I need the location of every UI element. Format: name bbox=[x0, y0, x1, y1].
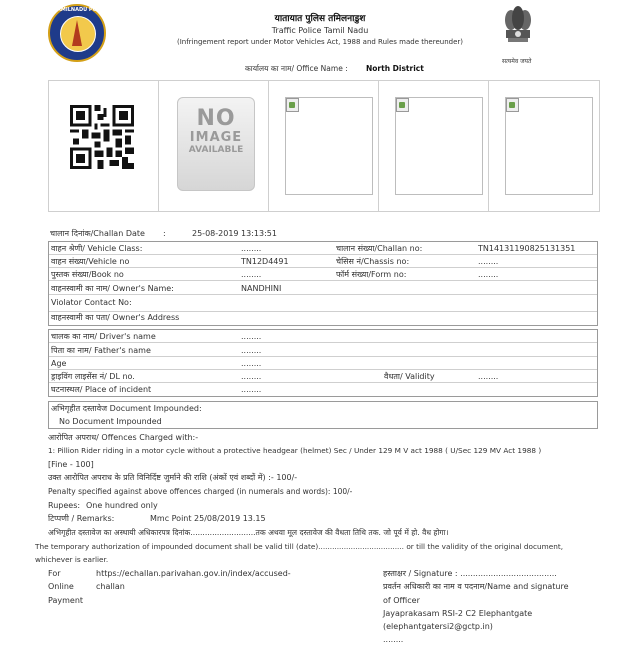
vehicle-class-value: ........ bbox=[241, 244, 262, 253]
incident-place-value: ........ bbox=[241, 385, 262, 394]
owner-name-value: NANDHINI bbox=[241, 284, 282, 293]
office-value: North District bbox=[366, 64, 424, 73]
authorization-hindi: अभिगृहीत दस्तावेज का अस्थायी अधिकारपत्र दिनांक...........................तक अथवा मूल दस्तावेज की वैधता तिथि तक. जो पूर्व में हो. वैध होगा। bbox=[48, 528, 449, 537]
owner-name-label: वाहनस्वामी का नाम/ Owner's Name: bbox=[51, 284, 174, 293]
form-no-value: ........ bbox=[478, 270, 499, 279]
officer-label-2: of Officer bbox=[383, 596, 420, 605]
no-image-line3: AVAILABLE bbox=[188, 145, 244, 155]
authorization-en-2: whichever is earlier. bbox=[35, 555, 109, 564]
photo-box-2 bbox=[378, 80, 490, 212]
challan-date-label: चालान दिनांक/Challan Date bbox=[50, 229, 145, 238]
officer-dots: ........ bbox=[383, 635, 404, 644]
violator-contact-label: Violator Contact No: bbox=[51, 298, 132, 307]
vehicle-class-label: वाहन श्रेणी/ Vehicle Class: bbox=[51, 244, 143, 253]
broken-image-icon bbox=[286, 98, 299, 112]
header-subtitle: (Infringement report under Motor Vehicles Act, 1988 and Rules made thereunder) bbox=[176, 38, 463, 46]
rupees-label: Rupees: bbox=[48, 501, 81, 510]
book-no-label: पुस्तक संख्या/Book no bbox=[51, 270, 124, 279]
penalty-hindi: उक्त आरोपित अपराध के प्रति विनिर्दिष्ट जुर्माने की राशि (अंकों एवं शब्दों में) :- 100/- bbox=[48, 473, 298, 482]
chassis-value: ........ bbox=[478, 257, 499, 266]
tn-logo-text: TAMILNADU POLICE bbox=[54, 7, 109, 13]
age-label: Age bbox=[51, 359, 67, 368]
photo-box-1 bbox=[268, 80, 380, 212]
impounded-value: No Document Impounded bbox=[59, 417, 162, 426]
dl-no-value: ........ bbox=[241, 372, 262, 381]
validity-label: वैधता/ Validity bbox=[384, 372, 435, 381]
challan-no-value: TN14131190825131351 bbox=[478, 244, 576, 253]
remarks-value: Mmc Point 25/08/2019 13.15 bbox=[150, 514, 266, 523]
remarks-label: टिप्पणी / Remarks: bbox=[48, 514, 115, 523]
penalty-en: Penalty specified against above offences charged (in numerals and words): 100/- bbox=[48, 487, 353, 496]
office-label: कार्यालय का नाम/ Office Name : bbox=[245, 64, 348, 73]
for-label: For bbox=[48, 569, 61, 578]
chassis-label: चेसिस नं/Chassis no: bbox=[336, 257, 410, 266]
vehicle-no-label: वाहन संख्या/Vehicle no bbox=[51, 257, 130, 266]
payment-label: Payment bbox=[48, 596, 84, 605]
emblem-caption: सत्यमेव जयते bbox=[502, 58, 532, 65]
owner-address-label: वाहनस्वामी का पता/ Owner's Address bbox=[51, 313, 180, 322]
online-label: Online bbox=[48, 582, 74, 591]
driver-name-value: ........ bbox=[241, 332, 262, 341]
header-title-hindi: यातायात पुलिस तमिलनाडुश bbox=[274, 14, 366, 24]
offence-line-1: 1: Pillion Rider riding in a motor cycle without a protective headgear (helmet) Sec / Under 129 M V act 1988 ( U/Sec 129 MV Act 1988 ) bbox=[48, 446, 542, 455]
father-name-label: पिता का नाम/ Father's name bbox=[51, 346, 151, 355]
no-image-line2: IMAGE bbox=[189, 130, 243, 145]
validity-value: ........ bbox=[478, 372, 499, 381]
officer-label: प्रवर्तन अधिकारी का नाम व पदनाम/Name and signature bbox=[383, 582, 569, 591]
form-no-label: फॉर्म संख्या/Form no: bbox=[336, 270, 407, 279]
payment-url-cont[interactable]: challan bbox=[96, 582, 125, 591]
signature-label: हस्ताक्षर / Signature : ...................................... bbox=[383, 569, 557, 578]
broken-image-icon bbox=[506, 98, 519, 112]
photo-box-3 bbox=[488, 80, 600, 212]
challan-date-sep: : bbox=[163, 229, 166, 238]
qr-code-icon bbox=[70, 105, 134, 169]
offences-label: आरोपित अपराध/ Offences Charged with:- bbox=[48, 433, 199, 442]
driver-name-label: चालक का नाम/ Driver's name bbox=[51, 332, 156, 341]
payment-url[interactable]: https://echallan.parivahan.gov.in/index/accused- bbox=[96, 569, 291, 578]
impounded-label: अभिगृहीत दस्तावेज Document Impounded: bbox=[51, 404, 202, 413]
challan-no-label: चालान संख्या/Challan no: bbox=[336, 244, 423, 253]
vehicle-no-value: TN12D4491 bbox=[241, 257, 289, 266]
officer-name: Jayaprakasam RSI-2 C2 Elephantgate bbox=[383, 609, 533, 618]
broken-image-icon bbox=[396, 98, 409, 112]
offence-line-2: [Fine - 100] bbox=[48, 460, 94, 469]
challan-date-value: 25-08-2019 13:13:51 bbox=[192, 229, 277, 238]
book-no-value: ........ bbox=[241, 270, 262, 279]
father-name-value: ........ bbox=[241, 346, 262, 355]
authorization-en-1: The temporary authorization of impounded document shall be valid till (date)..................................... or till the validity of the original document, bbox=[35, 542, 564, 551]
rupees-value: One hundred only bbox=[86, 501, 158, 510]
no-image-line1: NO bbox=[196, 106, 236, 131]
dl-no-label: ड्राइविंग लाइसेंस नं/ DL no. bbox=[51, 372, 135, 381]
header-title-en: Traffic Police Tamil Nadu bbox=[271, 26, 369, 35]
officer-email: (elephantgatersi2@gctp.in) bbox=[383, 622, 493, 631]
incident-place-label: घटनास्थल/ Place of incident bbox=[51, 385, 152, 394]
age-value: ........ bbox=[241, 359, 262, 368]
no-image-placeholder bbox=[177, 97, 255, 191]
